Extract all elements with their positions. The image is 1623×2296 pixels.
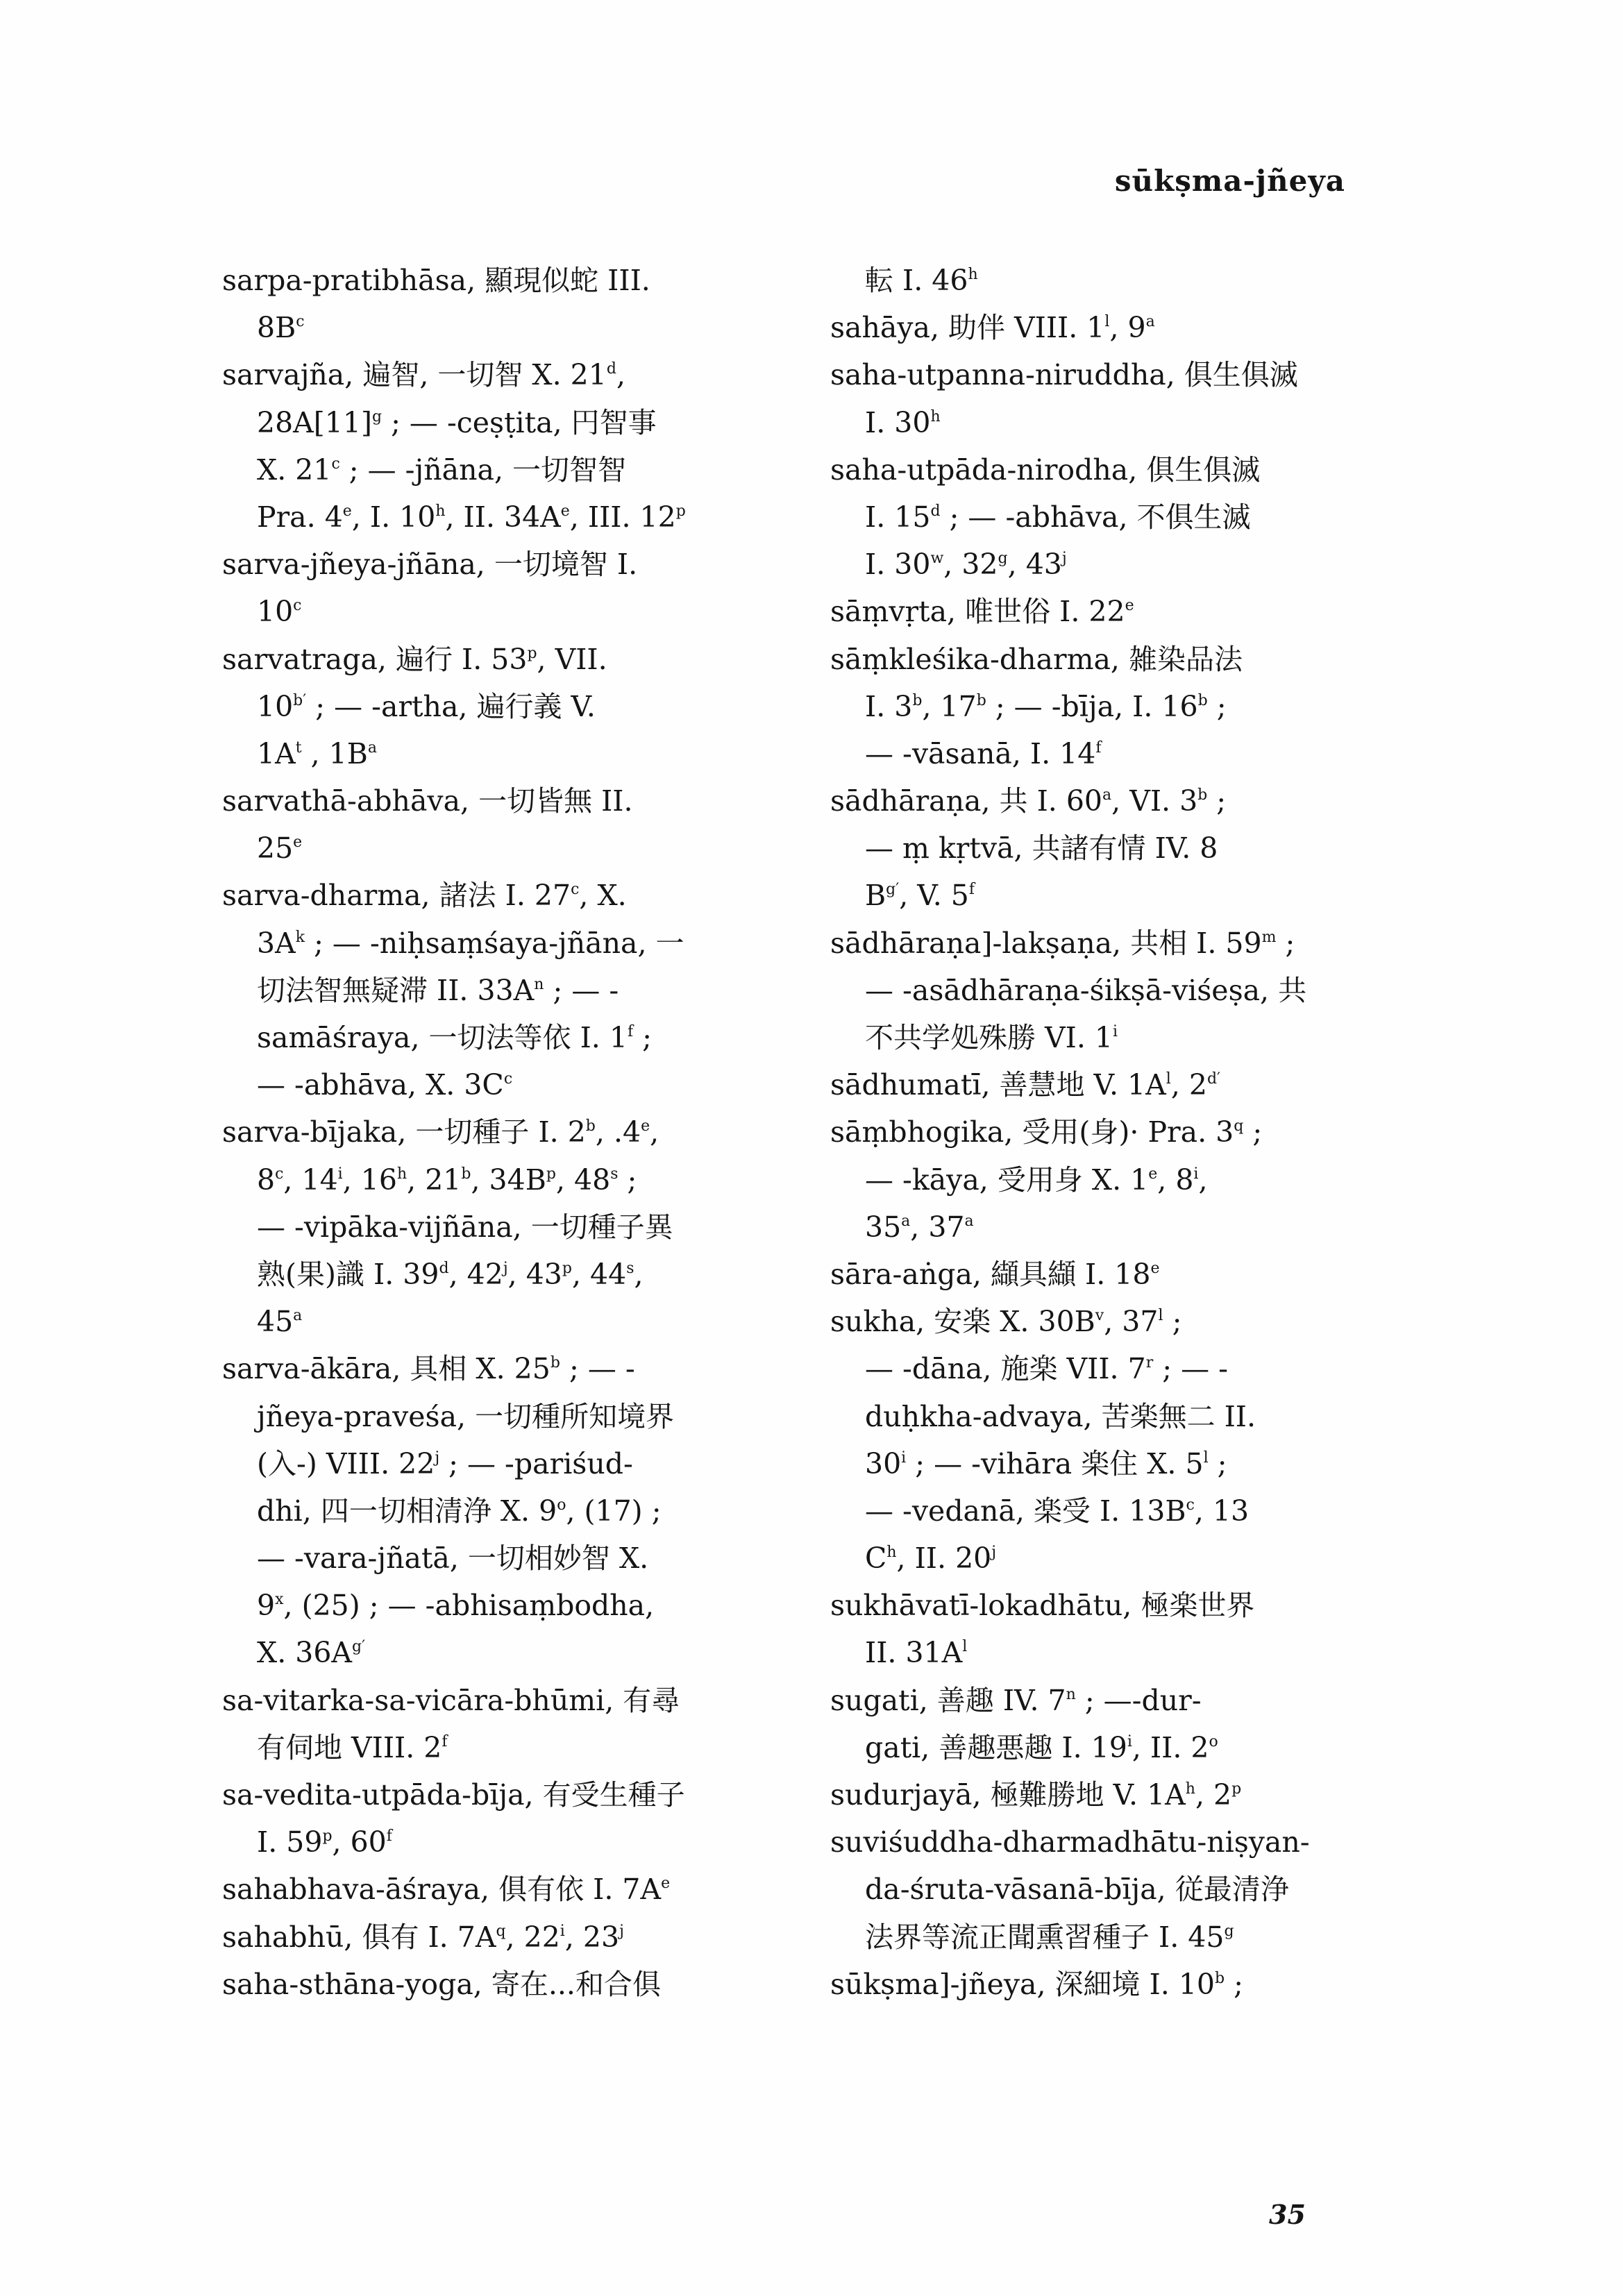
- entry-headword-line: [222, 1677, 777, 1724]
- reference-superscript: i: [1127, 1732, 1132, 1750]
- entry-text: I. 15: [865, 500, 931, 534]
- reference-superscript: g: [371, 407, 382, 425]
- reference-superscript: n: [1066, 1685, 1076, 1703]
- entry-headword-line: [830, 1061, 1379, 1108]
- entry-continuation-line: [830, 1156, 1379, 1204]
- reference-superscript: j: [619, 1922, 624, 1940]
- reference-superscript: b: [461, 1165, 471, 1183]
- entry-continuation-line: [830, 730, 1379, 777]
- reference-superscript: i: [560, 1922, 565, 1940]
- reference-superscript: x: [275, 1591, 284, 1609]
- entry-text: II. 31A: [865, 1636, 963, 1670]
- entry-headword-line: [830, 588, 1379, 635]
- reference-superscript: s: [626, 1259, 634, 1277]
- entry-continuation-line: [222, 1251, 777, 1298]
- entry-continuation-line: [222, 1582, 777, 1629]
- entry-text: sukhāvatī-lokadhātu, 極楽世界: [830, 1589, 1255, 1623]
- entry-text: , 13: [1194, 1494, 1250, 1528]
- entry-text: 9: [257, 1589, 276, 1623]
- entry-text: 10: [257, 595, 294, 629]
- entry-continuation-line: [830, 257, 1379, 304]
- reference-superscript: i: [1193, 1165, 1199, 1183]
- entry-text: ,: [650, 1115, 659, 1149]
- reference-superscript: l: [1104, 313, 1110, 331]
- entry-text: sa-vedita-utpāda-bīja, 有受生種子: [222, 1778, 685, 1812]
- entry-text: sarva-bījaka, 一切種子 I. 2: [222, 1115, 586, 1149]
- entry-text: , 2: [1170, 1068, 1207, 1102]
- reference-superscript: a: [964, 1212, 974, 1230]
- entry-text: ; —-dur-: [1075, 1683, 1202, 1717]
- reference-superscript: c: [571, 881, 580, 899]
- entry-text: duḥkha-advaya, 苦楽無二 II.: [865, 1399, 1256, 1433]
- entry-text: sarva-jñeya-jñāna, 一切境智 I.: [222, 548, 638, 582]
- entry-text: 35: [865, 1210, 902, 1244]
- reference-superscript: h: [968, 266, 978, 283]
- entry-continuation-line: [222, 683, 777, 730]
- entry-text: 法界等流正聞熏習種子 I. 45: [865, 1920, 1225, 1954]
- entry-text: ; — -: [544, 973, 619, 1007]
- reference-superscript: e: [342, 502, 352, 520]
- reference-superscript: f: [627, 1023, 634, 1040]
- entry-continuation-line: [830, 1487, 1379, 1535]
- entry-text: sāṃkleśika-dharma, 雑染品法: [830, 642, 1243, 676]
- entry-text: dhi, 四一切相清浄 X. 9: [257, 1494, 557, 1528]
- entry-headword-line: [830, 1961, 1379, 2008]
- reference-superscript: o: [557, 1496, 566, 1514]
- entry-text: sāra-aṅga, 纈具纈 I. 18: [830, 1257, 1151, 1291]
- entry-text: suviśuddha-dharmadhātu-niṣyan-: [830, 1825, 1310, 1859]
- entry-headword-line: [830, 777, 1379, 825]
- entry-continuation-line: [830, 1535, 1379, 1582]
- reference-superscript: s: [610, 1165, 619, 1183]
- reference-superscript: e: [1148, 1165, 1158, 1183]
- page-number: 35: [1269, 2199, 1306, 2230]
- entry-text: , 44: [571, 1257, 627, 1291]
- entry-text: ; — -vihāra 楽住 X. 5: [906, 1446, 1204, 1480]
- entry-continuation-line: [830, 872, 1379, 919]
- entry-text: sāṃvṛta, 唯世俗 I. 22: [830, 595, 1125, 629]
- entry-text: 3A: [257, 926, 296, 960]
- reference-superscript: h: [396, 1165, 407, 1183]
- entry-text: saha-sthāna-yoga, 寄在...和合俱: [222, 1967, 661, 2001]
- reference-superscript: q: [1234, 1117, 1244, 1136]
- reference-superscript: l: [1158, 1307, 1163, 1325]
- reference-superscript: v: [1095, 1307, 1104, 1325]
- entry-continuation-line: [830, 967, 1379, 1014]
- reference-superscript: b: [585, 1117, 596, 1136]
- entry-text: — -vedanā, 楽受 I. 13B: [865, 1494, 1186, 1528]
- entry-headword-line: [830, 1771, 1379, 1818]
- entry-text: sādhāraṇa]-lakṣaṇa, 共相 I. 59: [830, 926, 1262, 960]
- entry-text: ; — -: [1153, 1352, 1228, 1386]
- entry-text: sarpa-pratibhāsa, 顯現似蛇 III.: [222, 264, 650, 297]
- entry-text: ;: [1207, 784, 1227, 818]
- entry-text: saha-utpāda-nirodha, 俱生俱滅: [830, 453, 1261, 487]
- entry-text: gati, 善趣悪趣 I. 19: [865, 1730, 1127, 1764]
- entry-text: sudurjayā, 極難勝地 V. 1A: [830, 1778, 1186, 1812]
- reference-superscript: i: [901, 1449, 907, 1467]
- entry-headword-line: [830, 1108, 1379, 1156]
- reference-superscript: l: [1166, 1070, 1171, 1088]
- entry-text: — -abhāva, X. 3C: [257, 1068, 504, 1102]
- entry-continuation-line: [830, 1866, 1379, 1913]
- reference-superscript: d: [439, 1259, 449, 1277]
- entry-text: C: [865, 1542, 887, 1576]
- entry-text: sugati, 善趣 IV. 7: [830, 1683, 1066, 1717]
- entry-continuation-line: [830, 1914, 1379, 1961]
- reference-superscript: h: [435, 502, 446, 520]
- entry-text: ,: [634, 1257, 644, 1291]
- entry-text: 8: [257, 1163, 276, 1197]
- reference-superscript: a: [293, 1307, 303, 1325]
- entry-text: ;: [1243, 1115, 1263, 1149]
- entry-text: ; — -abhāva, 不俱生滅: [940, 500, 1251, 534]
- entry-text: I. 3: [865, 689, 913, 723]
- reference-superscript: h: [886, 1544, 897, 1562]
- reference-superscript: l: [962, 1638, 968, 1656]
- reference-superscript: b: [550, 1354, 560, 1372]
- entry-continuation-line: [830, 1724, 1379, 1771]
- entry-continuation-line: [222, 1535, 777, 1582]
- reference-superscript: a: [901, 1212, 911, 1230]
- entry-text: sarvajña, 遍智, 一切智 X. 21: [222, 358, 607, 392]
- entry-text: , 32: [943, 548, 998, 582]
- entry-text: sādhumatī, 善慧地 V. 1A: [830, 1068, 1166, 1102]
- entry-text: , II. 2: [1132, 1730, 1209, 1764]
- entry-text: ;: [1276, 926, 1295, 960]
- entry-text: sahabhava-āśraya, 俱有依 I. 7A: [222, 1873, 662, 1907]
- reference-superscript: c: [1186, 1496, 1195, 1514]
- entry-text: , 16: [342, 1163, 397, 1197]
- entry-text: , 14: [283, 1163, 338, 1197]
- entry-text: , VI. 3: [1111, 784, 1198, 818]
- entry-text: ; — -jñāna, 一切智智: [339, 453, 627, 487]
- running-head: sūkṣma-jñeya: [1114, 164, 1345, 198]
- entry-continuation-line: [830, 1345, 1379, 1392]
- entry-text: , 9: [1109, 311, 1146, 345]
- reference-superscript: e: [560, 502, 570, 520]
- entry-text: sa-vitarka-sa-vicāra-bhūmi, 有尋: [222, 1683, 680, 1717]
- entry-text: , 21: [407, 1163, 462, 1197]
- entry-continuation-line: [222, 446, 777, 493]
- reference-superscript: g: [1224, 1922, 1234, 1940]
- entry-text: , V. 5: [899, 879, 969, 913]
- entry-continuation-line: [830, 1440, 1379, 1487]
- entry-continuation-line: [222, 1298, 777, 1345]
- entry-text: — -kāya, 受用身 X. 1: [865, 1163, 1149, 1197]
- entry-text: jñeya-praveśa, 一切種所知境界: [257, 1399, 675, 1433]
- entry-headword-line: [222, 1771, 777, 1818]
- reference-superscript: h: [930, 407, 941, 425]
- reference-superscript: n: [534, 975, 544, 993]
- reference-superscript: i: [337, 1165, 343, 1183]
- entry-text: ; — -niḥsaṃśaya-jñāna, 一: [305, 926, 684, 960]
- entry-text: sarva-dharma, 諸法 I. 27: [222, 879, 571, 913]
- reference-superscript: c: [293, 597, 302, 615]
- entry-text: , I. 10: [351, 500, 436, 534]
- entry-text: ;: [1208, 1446, 1227, 1480]
- entry-continuation-line: [830, 1014, 1379, 1061]
- entry-text: , 42: [448, 1257, 503, 1291]
- entry-headword-line: [830, 1251, 1379, 1298]
- entry-text: I. 30: [865, 405, 931, 439]
- reference-superscript: b: [1197, 691, 1208, 709]
- entry-continuation-line: [830, 541, 1379, 588]
- entry-headword-line: [222, 872, 777, 919]
- entry-text: ; — -bīja, I. 16: [986, 689, 1198, 723]
- reference-superscript: e: [1125, 597, 1134, 615]
- entry-text: 30: [865, 1446, 902, 1480]
- entry-text: samāśraya, 一切法等依 I. 1: [257, 1021, 628, 1054]
- reference-superscript: g′: [352, 1638, 366, 1656]
- entry-text: , X.: [579, 879, 627, 913]
- reference-superscript: e: [1150, 1259, 1160, 1277]
- entry-text: ; — -artha, 遍行義 V.: [306, 689, 596, 723]
- entry-text: , 17: [922, 689, 977, 723]
- entry-text: 有伺地 VIII. 2: [257, 1730, 442, 1764]
- entry-continuation-line: [222, 967, 777, 1014]
- entry-continuation-line: [830, 493, 1379, 541]
- entry-continuation-line: [222, 304, 777, 351]
- reference-superscript: g′: [886, 881, 900, 899]
- entry-continuation-line: [222, 493, 777, 541]
- entry-text: , 23: [564, 1920, 620, 1954]
- entry-text: — ṃ kṛtvā, 共諸有情 IV. 8: [865, 832, 1218, 866]
- entry-text: , 37: [1104, 1305, 1159, 1339]
- entry-text: sarva-ākāra, 具相 X. 25: [222, 1352, 550, 1386]
- reference-superscript: p: [675, 502, 686, 520]
- entry-text: sarvathā-abhāva, 一切皆無 II.: [222, 784, 633, 818]
- entry-continuation-line: [830, 399, 1379, 446]
- reference-superscript: j: [991, 1544, 997, 1562]
- reference-superscript: f: [442, 1732, 448, 1750]
- entry-text: , VII.: [537, 642, 607, 676]
- entry-text: , 43: [1007, 548, 1062, 582]
- entry-text: X. 36A: [257, 1636, 353, 1670]
- reference-superscript: b: [1215, 1969, 1225, 1987]
- entry-text: X. 21: [257, 453, 332, 487]
- entry-text: ,: [1198, 1163, 1208, 1197]
- entry-continuation-line: [222, 825, 777, 872]
- entry-text: sarvatraga, 遍行 I. 53: [222, 642, 528, 676]
- entry-text: , 8: [1157, 1163, 1194, 1197]
- entry-text: , 43: [507, 1257, 562, 1291]
- right-column: [830, 257, 1379, 2008]
- entry-headword-line: [830, 636, 1379, 683]
- entry-text: ; — -ceṣṭita, 円智事: [382, 405, 657, 439]
- entry-continuation-line: [830, 825, 1379, 872]
- entry-text: sahabhū, 俱有 I. 7A: [222, 1920, 496, 1954]
- entry-continuation-line: [222, 920, 777, 967]
- entry-continuation-line: [222, 1724, 777, 1771]
- reference-superscript: f: [968, 881, 975, 899]
- reference-superscript: w: [930, 550, 944, 568]
- entry-headword-line: [222, 1866, 777, 1913]
- entry-text: ; — -pariśud-: [439, 1446, 633, 1480]
- reference-superscript: p: [546, 1165, 556, 1183]
- entry-headword-line: [830, 446, 1379, 493]
- entry-text: 不共学処殊勝 VI. 1: [865, 1021, 1113, 1054]
- entry-text: sādhāraṇa, 共 I. 60: [830, 784, 1103, 818]
- entry-text: sukha, 安楽 X. 30B: [830, 1305, 1095, 1339]
- entry-headword-line: [222, 257, 777, 304]
- entry-text: 転 I. 46: [865, 264, 968, 297]
- entry-text: (入-) VIII. 22: [257, 1446, 435, 1480]
- entry-text: — -vāsanā, I. 14: [865, 736, 1096, 770]
- reference-superscript: e: [641, 1117, 650, 1136]
- entry-continuation-line: [222, 1061, 777, 1108]
- entry-continuation-line: [222, 1629, 777, 1676]
- reference-superscript: a: [367, 738, 377, 757]
- reference-superscript: c: [503, 1070, 513, 1088]
- reference-superscript: b: [1197, 786, 1208, 804]
- entry-text: , 37: [910, 1210, 965, 1244]
- entry-continuation-line: [222, 399, 777, 446]
- entry-text: — -asādhāraṇa-śikṣā-viśeṣa, 共: [865, 973, 1307, 1007]
- entry-text: sāṃbhogika, 受用(身)· Pra. 3: [830, 1115, 1234, 1149]
- entry-headword-line: [222, 636, 777, 683]
- entry-text: ;: [618, 1163, 637, 1197]
- entry-text: ; — -: [560, 1352, 635, 1386]
- entry-text: saha-utpanna-niruddha, 俱生俱滅: [830, 358, 1298, 392]
- reference-superscript: c: [331, 455, 340, 473]
- entry-text: , .4: [595, 1115, 641, 1149]
- reference-superscript: o: [1209, 1732, 1218, 1750]
- reference-superscript: p: [562, 1259, 572, 1277]
- reference-superscript: j: [1061, 550, 1067, 568]
- entry-text: ;: [1225, 1967, 1243, 2001]
- reference-superscript: p: [1231, 1780, 1242, 1798]
- left-column: [222, 257, 777, 2008]
- reference-superscript: p: [527, 644, 537, 662]
- reference-superscript: p: [322, 1827, 333, 1846]
- entry-text: I. 30: [865, 548, 931, 582]
- reference-superscript: c: [296, 313, 305, 331]
- entry-text: 25: [257, 832, 294, 866]
- reference-superscript: t: [295, 738, 302, 757]
- entry-headword-line: [830, 1582, 1379, 1629]
- entry-headword-line: [830, 1677, 1379, 1724]
- entry-headword-line: [222, 351, 777, 398]
- entry-continuation-line: [830, 683, 1379, 730]
- entry-text: , 2: [1195, 1778, 1232, 1812]
- entry-continuation-line: [830, 1204, 1379, 1251]
- entry-headword-line: [222, 1914, 777, 1961]
- entry-text: — -vara-jñatā, 一切相妙智 X.: [257, 1542, 649, 1576]
- entry-text: Pra. 4: [257, 500, 343, 534]
- reference-superscript: r: [1145, 1354, 1154, 1372]
- entry-text: 8B: [257, 311, 296, 345]
- reference-superscript: a: [1145, 313, 1155, 331]
- entry-headword-line: [222, 1961, 777, 2008]
- reference-superscript: a: [1102, 786, 1112, 804]
- entry-headword-line: [222, 1108, 777, 1156]
- entry-continuation-line: [222, 730, 777, 777]
- entry-text: 熟(果)識 I. 39: [257, 1257, 439, 1291]
- entry-text: ;: [1163, 1305, 1182, 1339]
- reference-superscript: k: [295, 928, 305, 946]
- entry-text: , 60: [332, 1825, 387, 1859]
- reference-superscript: e: [293, 834, 303, 852]
- reference-superscript: d: [606, 360, 616, 378]
- reference-superscript: j: [435, 1449, 440, 1467]
- entry-continuation-line: [222, 1014, 777, 1061]
- reference-superscript: b: [912, 691, 923, 709]
- reference-superscript: d′: [1206, 1070, 1221, 1088]
- reference-superscript: h: [1185, 1780, 1195, 1798]
- entry-continuation-line: [222, 1156, 777, 1204]
- entry-text: sūkṣma]-jñeya, 深細境 I. 10: [830, 1967, 1216, 2001]
- reference-superscript: q: [496, 1922, 506, 1940]
- entry-text: , III. 12: [569, 500, 676, 534]
- entry-continuation-line: [222, 588, 777, 635]
- entry-continuation-line: [222, 1487, 777, 1535]
- reference-superscript: c: [275, 1165, 284, 1183]
- entry-headword-line: [830, 920, 1379, 967]
- entry-text: , II. 20: [896, 1542, 992, 1576]
- entry-text: — -dāna, 施楽 VII. 7: [865, 1352, 1146, 1386]
- entry-headword-line: [830, 1818, 1379, 1866]
- reference-superscript: j: [503, 1259, 508, 1277]
- entry-continuation-line: [222, 1393, 777, 1440]
- entry-text: da-śruta-vāsanā-bīja, 従最清浄: [865, 1873, 1289, 1907]
- reference-superscript: e: [661, 1875, 671, 1893]
- entry-headword-line: [222, 777, 777, 825]
- entry-text: , (17) ;: [566, 1494, 662, 1528]
- reference-superscript: d: [930, 502, 941, 520]
- entry-text: 10: [257, 689, 294, 723]
- entry-text: B: [865, 879, 886, 913]
- entry-continuation-line: [830, 1393, 1379, 1440]
- entry-text: , 48: [555, 1163, 611, 1197]
- entry-text: — -vipāka-vijñāna, 一切種子異: [257, 1210, 673, 1244]
- entry-text: , II. 34A: [445, 500, 561, 534]
- entry-continuation-line: [222, 1440, 777, 1487]
- entry-text: sahāya, 助伴 VIII. 1: [830, 311, 1105, 345]
- entry-text: , 34B: [471, 1163, 546, 1197]
- entry-text: ;: [633, 1021, 652, 1054]
- reference-superscript: i: [1113, 1023, 1118, 1040]
- entry-continuation-line: [222, 1204, 777, 1251]
- entry-headword-line: [830, 351, 1379, 398]
- entry-text: I. 59: [257, 1825, 323, 1859]
- entry-text: 28A[11]: [257, 405, 372, 439]
- reference-superscript: g: [998, 550, 1008, 568]
- entry-text: ;: [1207, 689, 1227, 723]
- entry-text: 45: [257, 1305, 294, 1339]
- entry-headword-line: [830, 1298, 1379, 1345]
- entry-text: ,: [616, 358, 625, 392]
- entry-text: , (25) ; — -abhisaṃbodha,: [283, 1589, 655, 1623]
- entry-continuation-line: [830, 1629, 1379, 1676]
- reference-superscript: f: [386, 1827, 392, 1846]
- reference-superscript: b′: [293, 691, 307, 709]
- entry-headword-line: [222, 541, 777, 588]
- entry-continuation-line: [222, 1818, 777, 1866]
- entry-text: , 22: [505, 1920, 560, 1954]
- reference-superscript: l: [1203, 1449, 1209, 1467]
- reference-superscript: m: [1261, 928, 1277, 946]
- entry-headword-line: [222, 1345, 777, 1392]
- entry-headword-line: [830, 304, 1379, 351]
- reference-superscript: b: [976, 691, 986, 709]
- reference-superscript: f: [1095, 738, 1102, 757]
- entry-text: 1A: [257, 736, 296, 770]
- entry-text: , 1B: [301, 736, 368, 770]
- entry-text: 切法智無疑滞 II. 33A: [257, 973, 535, 1007]
